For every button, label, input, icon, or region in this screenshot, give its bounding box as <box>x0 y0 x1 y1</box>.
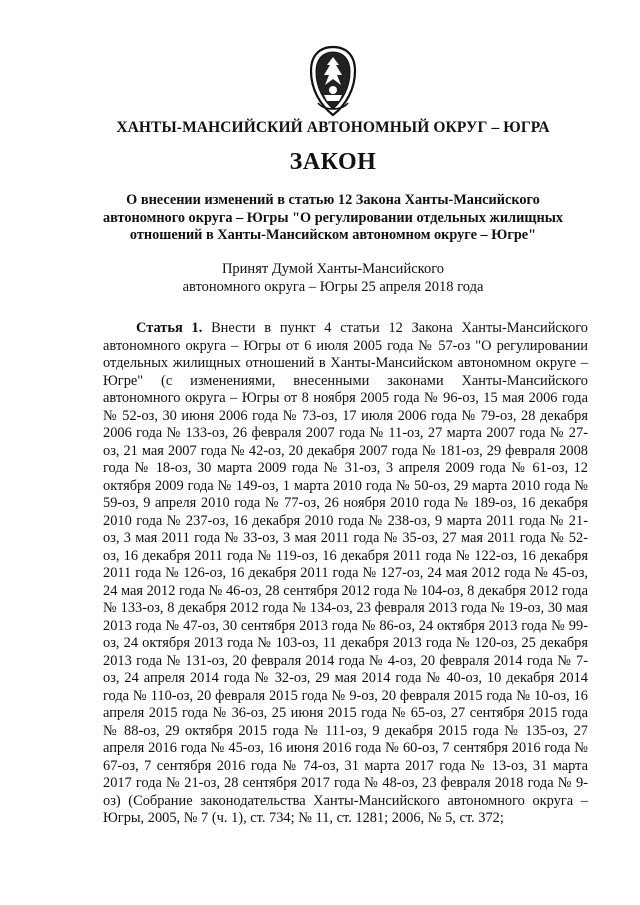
article-1-paragraph <box>103 320 588 828</box>
adoption-line-1: Принят Думой Ханты-Мансийского <box>221 261 445 277</box>
article-text: Внести в пункт 4 статьи 12 Закона Ханты-Мансийского автономного округа – Югры от 6 июля 2005 года № 57-оз "О регулировании отдельных жилищных отношений в Ханты-Мансийском автономном округе – Югре" (с изменениями, внесенными законами Ханты-Мансийского автономного округа – Югры от 8 ноября 2005 года № 96-оз, 15 мая 2006 года № 52-оз, 30 июня 2006 года № 73-оз, 17 июля 2006 года № 79-оз, 28 декабря 2006 года № 133-оз, 26 февраля 2007 года № 11-оз, 27 марта 2007 года № 27-оз, 21 мая 2007 года № 42-оз, 20 декабря 2007 года № 181-оз, 29 февраля 2008 года № 18-оз, 30 марта 2009 года № 31-оз, 3 апреля 2009 года № 61-оз, 12 октября 2009 года № 149-оз, 1 марта 2010 года № 50-оз, 29 марта 2010 года № 59-оз, 9 апреля 2010 года № 77-оз, 26 ноября 2010 года № 189-оз, 16 декабря 2010 года № 237-оз, 16 декабря 2010 года № 238-оз, 9 марта 2011 года № 21-оз, 3 мая 2011 года № 33-оз, 3 мая 2011 года № 35-оз, 27 мая 2011 года № 52-оз, 16 декабря 2011 года № 119-оз, 16 декабря 2011 года № 122-оз, 16 декабря 2011 года № 126-оз, 16 декабря 2011 года № 127-оз, 24 мая 2012 года № 45-оз, 24 мая 2012 года № 46-оз, 28 сентября 2012 года № 104-оз, 8 декабря 2012 года № 133-оз, 8 декабря 2012 года № 134-оз, 23 февраля 2013 года № 19-оз, 30 мая 2013 года № 47-оз, 30 сентября 2013 года № 86-оз, 24 октября 2013 года № 99-оз, 24 октября 2013 года № 103-оз, 11 декабря 2013 года № 120-оз, 25 декабря 2013 года № 131-оз, 20 февраля 2014 года № 4-оз, 20 февраля 2014 года № 7-оз, 24 апреля 2014 года № 32-оз, 29 мая 2014 года № 40-оз, 10 декабря 2014 года № 110-оз, 20 февраля 2015 года № 9-оз, 20 февраля 2015 года № 10-оз, 16 апреля 2015 года № 36-оз, 25 июня 2015 года № 65-оз, 27 сентября 2015 года № 88-оз, 29 октября 2015 года № 111-оз, 9 декабря 2015 года № 135-оз, 27 апреля 2016 года № 45-оз, 16 июня 2016 года № 60-оз, 7 сентября 2016 года № 67-оз, 7 сентября 2016 года № 74-оз, 31 марта 2017 года № 13-оз, 31 марта 2017 года № 21-оз, 28 сентября 2017 года № 48-оз, 23 февраля 2018 года № 9-оз) (Собрание законодательства Ханты-Мансийского автономного округа – Югры, 2005, № 7 (ч. 1), ст. 734; № 11, ст. 1281; 2006, № 5, ст. 372; <box>103 320 588 826</box>
subject-line-1: О внесении изменений в статью 12 Закона Ханты-Мансийского <box>126 192 540 208</box>
subject-line-2: автономного округа – Югры "О регулировании отдельных жилищных <box>102 209 564 226</box>
coat-of-arms-icon <box>306 45 360 117</box>
adoption-line-2: автономного округа – Югры 25 апреля 2018 года <box>182 279 484 295</box>
article-heading: Статья 1. <box>136 320 203 336</box>
region-name: ХАНТЫ-МАНСИЙСКИЙ АВТОНОМНЫЙ ОКРУГ – ЮГРА <box>116 119 550 136</box>
subject-line-3: отношений в Ханты-Мансийском автономном округе – Югре" <box>129 227 537 243</box>
adoption-note <box>150 260 516 296</box>
document-type-title: ЗАКОН <box>289 149 377 175</box>
law-subject <box>100 192 566 245</box>
